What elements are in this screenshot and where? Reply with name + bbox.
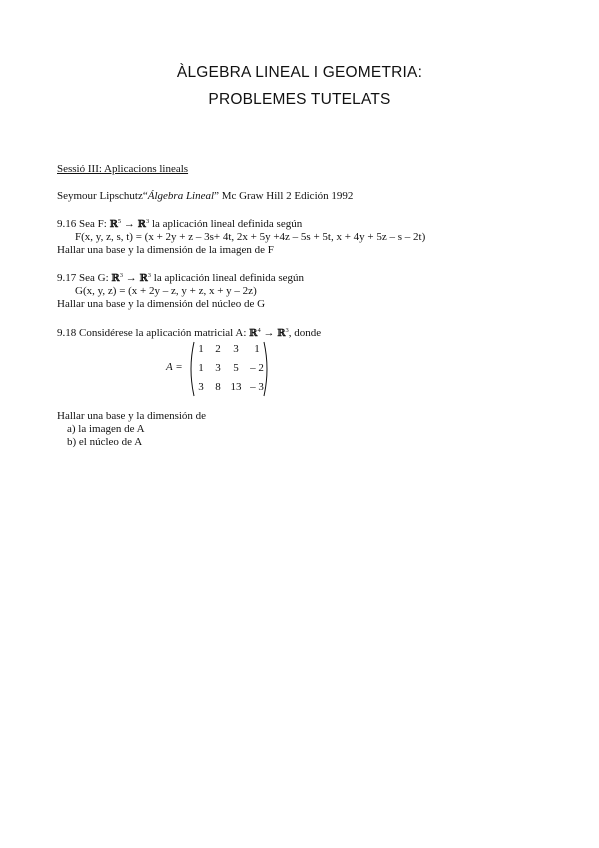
problem-917-formula: G(x, y, z) = (x + 2y – z, y + z, x + y – 2z) bbox=[75, 285, 257, 297]
domain-exponent: 3 bbox=[119, 272, 123, 279]
real-numbers-symbol: ℝ bbox=[139, 273, 148, 284]
real-numbers-symbol: ℝ bbox=[137, 219, 146, 230]
problem-917-task: Hallar una base y la dimensión del núcleo de G bbox=[57, 298, 266, 310]
matrix-cell: 8 bbox=[215, 381, 221, 393]
document-title-line2: PROBLEMES TUTELATS bbox=[208, 91, 391, 108]
matrix-cell: 3 bbox=[215, 362, 221, 374]
reference-open-quote: “ bbox=[142, 190, 148, 202]
problem-916-task: Hallar una base y la dimensión de la imagen de F bbox=[57, 244, 274, 256]
domain-exponent: 5 bbox=[117, 218, 122, 225]
matrix-cell: 13 bbox=[230, 381, 242, 393]
matrix-cell: 3 bbox=[233, 343, 239, 355]
matrix-cell: 1 bbox=[198, 362, 204, 374]
reference-publisher: Mc Graw Hill 2 Edición 1992 bbox=[218, 190, 354, 202]
problem-916-statement bbox=[57, 218, 302, 231]
matrix-cell: 2 bbox=[215, 343, 221, 355]
reference-author: Seymour Lipschutz bbox=[57, 190, 143, 202]
matrix-cell: 5 bbox=[233, 362, 239, 374]
problem-918-definition: , donde bbox=[288, 327, 322, 339]
reference-close-quote: ” bbox=[214, 190, 219, 202]
problem-918-task: Hallar una base y la dimensión de bbox=[57, 410, 207, 422]
codomain-exponent: 3 bbox=[285, 327, 289, 334]
problem-918-item-b: b) el núcleo de A bbox=[67, 436, 143, 448]
arrow-symbol: → bbox=[260, 327, 278, 339]
arrow-symbol: → bbox=[121, 218, 138, 230]
codomain-exponent: 3 bbox=[145, 218, 150, 225]
matrix-cell: 3 bbox=[198, 381, 204, 393]
matrix-cell: – 3 bbox=[250, 381, 264, 393]
domain-exponent: 4 bbox=[257, 327, 261, 334]
codomain-exponent: 3 bbox=[147, 272, 152, 279]
problem-916-intro: 9.16 Sea F: bbox=[57, 218, 110, 230]
problem-918-intro: 9.18 Considérese la aplicación matricial A: bbox=[57, 327, 250, 339]
matrix-cell: – 2 bbox=[250, 362, 264, 374]
matrix-cell: 1 bbox=[254, 343, 260, 355]
document-title-line1: ÀLGEBRA LINEAL I GEOMETRIA: bbox=[176, 64, 423, 81]
problem-917-intro: 9.17 Sea G: bbox=[57, 272, 112, 284]
problem-918-statement bbox=[57, 327, 321, 340]
problem-918-item-a: a) la imagen de A bbox=[67, 423, 145, 435]
real-numbers-symbol: ℝ bbox=[109, 219, 118, 230]
real-numbers-symbol: ℝ bbox=[249, 328, 258, 339]
matrix-grid bbox=[188, 341, 270, 397]
problem-916-formula: F(x, y, z, s, t) = (x + 2y + z – 3s+ 4t, 2x + 5y +4z – 5s + 5t, x + 4y + 5z – s – 2t) bbox=[75, 231, 426, 243]
matrix-label: A = bbox=[166, 361, 183, 373]
problem-917-definition: la aplicación lineal definida según bbox=[151, 272, 305, 284]
problem-916-definition: la aplicación lineal definida según bbox=[149, 218, 303, 230]
matrix-cell: 1 bbox=[198, 343, 204, 355]
real-numbers-symbol: ℝ bbox=[111, 273, 120, 284]
real-numbers-symbol: ℝ bbox=[277, 328, 286, 339]
book-reference bbox=[57, 190, 353, 203]
reference-book-title: Álgebra Lineal bbox=[147, 190, 215, 202]
arrow-symbol: → bbox=[122, 272, 140, 284]
problem-917-statement bbox=[57, 272, 304, 285]
session-heading: Sessió III: Aplicacions lineals bbox=[57, 163, 189, 175]
